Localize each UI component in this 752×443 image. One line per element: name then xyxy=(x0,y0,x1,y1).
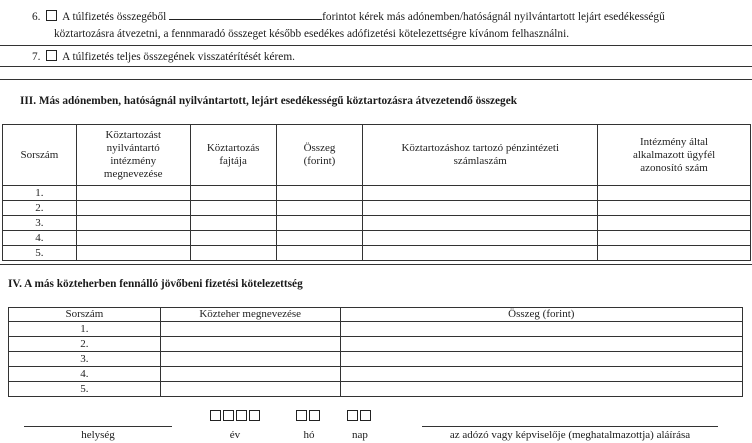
cell[interactable] xyxy=(276,246,363,261)
cell[interactable] xyxy=(363,201,598,216)
year-digit-box[interactable] xyxy=(249,410,260,421)
row-number: 4. xyxy=(9,367,161,382)
month-digit-box[interactable] xyxy=(296,410,307,421)
year-digit-box[interactable] xyxy=(223,410,234,421)
year-digit-box[interactable] xyxy=(236,410,247,421)
cell[interactable] xyxy=(276,231,363,246)
year-boxes[interactable] xyxy=(210,408,262,426)
cell[interactable] xyxy=(160,352,340,367)
cell[interactable] xyxy=(598,201,751,216)
month-digit-box[interactable] xyxy=(309,410,320,421)
cell[interactable] xyxy=(160,382,340,397)
cell[interactable] xyxy=(340,382,742,397)
cell[interactable] xyxy=(190,216,276,231)
item-6-number: 6. xyxy=(32,11,41,23)
row-number: 3. xyxy=(3,216,77,231)
item-6-amount-field[interactable] xyxy=(169,9,322,20)
day-label: nap xyxy=(352,429,368,441)
header-szamlaszam: Köztartozáshoz tartozó pénzintézeti számlaszám xyxy=(363,125,598,186)
item-6-text-before: A túlfizetés összegéből xyxy=(62,11,167,23)
header-osszeg: Összeg (forint) xyxy=(340,308,742,322)
header-osszeg: Összeg (forint) xyxy=(276,125,363,186)
table-row xyxy=(3,246,751,261)
item-6-line-2: köztartozásra átvezetni, a fennmaradó összeget később esedékes adófizetési kötelezettségre kívánom felhasználni. xyxy=(54,28,570,40)
table-row xyxy=(3,186,751,201)
header-azonosito: Intézmény által alkalmazott ügyfél azonosító szám xyxy=(598,125,751,186)
row-number: 1. xyxy=(3,186,77,201)
cell[interactable] xyxy=(76,231,190,246)
cell[interactable] xyxy=(340,352,742,367)
cell[interactable] xyxy=(340,322,742,337)
table-row xyxy=(3,201,751,216)
cell[interactable] xyxy=(76,246,190,261)
table-row xyxy=(9,337,743,352)
item-7-checkbox[interactable] xyxy=(46,50,57,61)
signature-line[interactable] xyxy=(422,426,718,427)
divider xyxy=(0,66,752,67)
cell[interactable] xyxy=(160,367,340,382)
cell[interactable] xyxy=(160,322,340,337)
cell[interactable] xyxy=(363,231,598,246)
header-sorszam: Sorszám xyxy=(3,125,77,186)
row-number: 2. xyxy=(3,201,77,216)
header-sorszam: Sorszám xyxy=(9,308,161,322)
day-boxes[interactable] xyxy=(347,408,373,426)
divider xyxy=(0,45,752,46)
table-row xyxy=(9,322,743,337)
section-3-title: III. Más adónemben, hatóságnál nyilvántartott, lejárt esedékességű köztartozásra átvezetendő összegek xyxy=(20,95,518,107)
cell[interactable] xyxy=(276,186,363,201)
table-row xyxy=(9,382,743,397)
table-row xyxy=(3,216,751,231)
cell[interactable] xyxy=(190,231,276,246)
cell[interactable] xyxy=(276,201,363,216)
item-6-checkbox[interactable] xyxy=(46,10,57,21)
row-number: 5. xyxy=(9,382,161,397)
year-digit-box[interactable] xyxy=(210,410,221,421)
item-7 xyxy=(32,50,295,64)
row-number: 1. xyxy=(9,322,161,337)
row-number: 2. xyxy=(9,337,161,352)
year-label: év xyxy=(229,429,241,441)
cell[interactable] xyxy=(76,186,190,201)
cell[interactable] xyxy=(363,246,598,261)
section-3-table xyxy=(2,124,751,261)
cell[interactable] xyxy=(190,201,276,216)
cell[interactable] xyxy=(363,186,598,201)
cell[interactable] xyxy=(598,186,751,201)
cell[interactable] xyxy=(340,337,742,352)
divider xyxy=(0,79,752,80)
divider xyxy=(0,264,752,265)
place-line[interactable] xyxy=(24,426,172,427)
cell[interactable] xyxy=(598,231,751,246)
cell[interactable] xyxy=(363,216,598,231)
row-number: 3. xyxy=(9,352,161,367)
item-7-number: 7. xyxy=(32,51,41,63)
cell[interactable] xyxy=(160,337,340,352)
section-4-title: IV. A más közteherben fennálló jövőbeni fizetési kötelezettség xyxy=(8,278,303,290)
signer-label: az adózó vagy képviselője (meghatalmazottja) aláírása xyxy=(449,429,691,441)
header-fajta: Köztartozás fajtája xyxy=(190,125,276,186)
place-label: helység xyxy=(81,429,115,441)
table-row xyxy=(9,352,743,367)
table-row xyxy=(9,367,743,382)
item-7-text: A túlfizetés teljes összegének visszatérítését kérem. xyxy=(62,51,295,63)
row-number: 5. xyxy=(3,246,77,261)
day-digit-box[interactable] xyxy=(347,410,358,421)
cell[interactable] xyxy=(190,246,276,261)
cell[interactable] xyxy=(598,246,751,261)
month-boxes[interactable] xyxy=(296,408,322,426)
table-header-row xyxy=(3,125,751,186)
cell[interactable] xyxy=(76,216,190,231)
header-intezmeny: Köztartozást nyilvántartó intézmény megnevezése xyxy=(76,125,190,186)
item-6-text-after: forintot kérek más adónemben/hatóságnál nyilvántartott lejárt esedékességű xyxy=(322,11,665,23)
cell[interactable] xyxy=(340,367,742,382)
cell[interactable] xyxy=(598,216,751,231)
day-digit-box[interactable] xyxy=(360,410,371,421)
header-kozteher: Közteher megnevezése xyxy=(160,308,340,322)
cell[interactable] xyxy=(190,186,276,201)
cell[interactable] xyxy=(276,216,363,231)
section-4-table xyxy=(8,307,743,397)
month-label: hó xyxy=(303,429,315,441)
table-row xyxy=(3,231,751,246)
row-number: 4. xyxy=(3,231,77,246)
cell[interactable] xyxy=(76,201,190,216)
item-6-line-1 xyxy=(32,9,665,24)
table-header-row xyxy=(9,308,743,322)
